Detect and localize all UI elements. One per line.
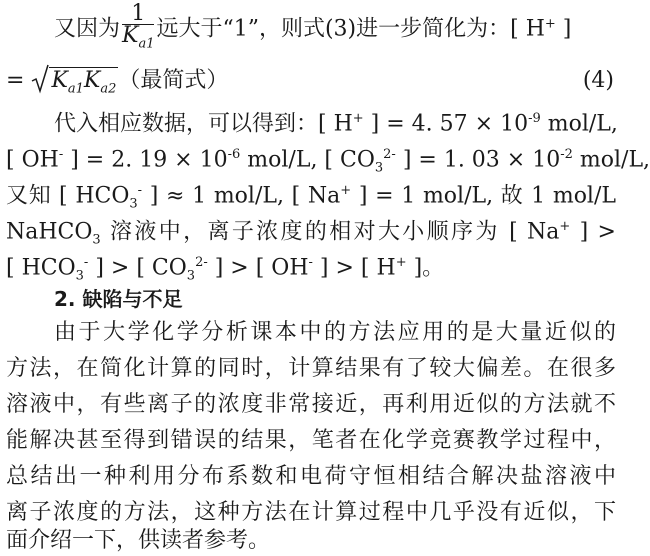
para-line: 面介绍一下，供读者参考。 <box>6 528 271 553</box>
para-line: 溶液中，有些离子的浓度非常接近，再利用近似的方法就不 <box>6 392 616 417</box>
text-line-7: [ $HCO_3^-$ ] > [ $CO_3^{2-}$ ] > [ OH- ] > [ H+ ]。 <box>6 255 445 284</box>
fraction-numerator: 1 <box>122 4 154 25</box>
equation-number: (4) <box>582 68 614 93</box>
text-span: 远大于“1”，则式(3)进一步简化为：[ H <box>156 16 545 42</box>
para-line: 离子浓度的方法，这种方法在计算过程中几乎没有近似，下 <box>6 500 616 525</box>
equals-sign: = <box>6 68 25 93</box>
equation-line-2 <box>0 66 624 104</box>
equation-line-1: 又因为 $\frac{1}{K_{a1}}$ 远大于“1”，则式(3)进一步简化为：[ H+ ] <box>0 4 624 55</box>
equation-note: （最简式） <box>118 68 229 93</box>
para-line: 能解决甚至得到错误的结果，笔者在化学竞赛教学过程中， <box>6 428 616 453</box>
para-line: 方法，在简化计算的同时，计算结果有了较大偏差。在很多 <box>6 356 616 381</box>
square-root: $K_{a1}K_{a2}$ <box>31 66 118 104</box>
para-line: 总结出一种利用分布系数和电荷守恒相结合解决盐溶液中 <box>6 464 616 489</box>
fraction-denominator: $K_{a1}$ <box>122 23 155 52</box>
fraction <box>122 1 155 55</box>
section-heading: 2. 缺陷与不足 <box>54 287 183 311</box>
text-line-5: 又知 [ $HCO_3^-$ ] ≈ 1 mol/L, [ Na+ ] = 1 mol/L, 故 1 mol/L <box>6 183 616 212</box>
radical-sign-icon <box>31 64 49 94</box>
text-span: 又因为 <box>54 16 121 42</box>
text-line-4: [ OH- ] = 2. $19 \times 10^{-6}$ mol/L, [ $CO_3^{2-}$ ] = 1. $03 \times 10^{-2}$ mol/L, <box>6 147 650 176</box>
para-line: 由于大学化学分析课本中的方法应用的是大量近似的 <box>54 320 616 345</box>
text-line-6: NaHCO$_3$ 溶液中，离子浓度的相对大小顺序为 [ Na+ ] > <box>6 219 616 248</box>
text-line-3: 代入相应数据，可以得到：[ H+ ] = 4. $57 \times 10^{-9}$ mol/L, <box>54 111 618 137</box>
